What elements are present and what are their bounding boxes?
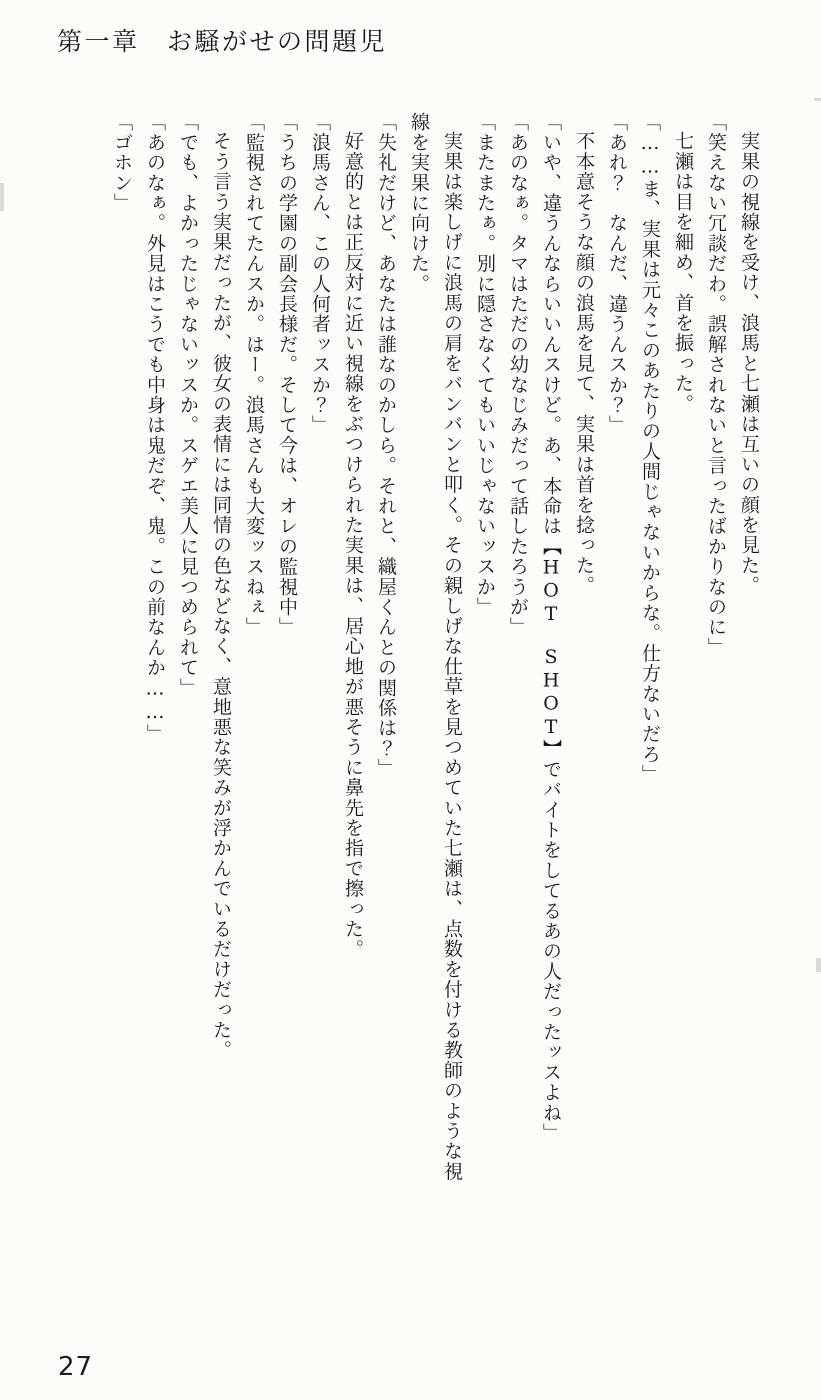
paragraph-dialogue: 「いや、違うんならいいんスけど。あ、本命は【HOT SHOT】でバイトをしてるあの人だったッスよね」 [540,112,562,1143]
paragraph-dialogue: 「ゴホン」 [111,112,133,213]
paragraph-dialogue: 「またまたぁ。別に隠さなくてもいいじゃないッスか」 [474,112,496,617]
paragraph-dialogue: 「うちの学園の副会長様だ。そして今は、オレの監視中」 [276,112,298,638]
page-number: 27 [58,1352,94,1382]
paragraph-dialogue: 「失礼だけど、あなたは誰なのかしら。それと、織屋くんとの関係は？」 [375,112,397,779]
paragraph-dialogue: 「監視されてたんスか。はー。浪馬さんも大変ッスねぇ」 [243,112,265,638]
scan-artifact [816,958,821,972]
paragraph-dialogue: 「あのなぁ。タマはただの幼なじみだって話したろうが」 [507,112,529,638]
paragraph-dialogue: 「笑えない冗談だわ。誤解されないと言ったばかりなのに」 [705,112,727,658]
paragraph-dialogue: 「でも、よかったじゃないッスか。スゲエ美人に見つめられて」 [177,112,199,698]
body-text [65,112,765,1187]
paragraph-dialogue: 「あのなぁ。外見はこうでも中身は鬼だぞ、鬼。この前なんか……」 [144,112,166,745]
paragraph-narration: 好意的とは正反対に近い視線をぶつけられた実果は、居心地が悪そうに鼻先を指で擦った。 [342,131,364,960]
scan-artifact [0,183,4,211]
paragraph-narration: 七瀬は目を細め、首を振った。 [672,131,694,414]
paragraph-narration: 実果は楽しげに浪馬の肩をバンバンと叩く。その親しげな仕草を見つめていた七瀬は、点数を付ける教師のような視線を実果に向けた。 [408,112,463,1182]
paragraph-narration: そう言う実果だったが、彼女の表情には同情の色などなく、意地悪な笑みが浮かんでいるだけだった。 [210,131,232,1061]
paragraph-dialogue: 「あれ？ なんだ、違うんスか？」 [606,112,628,436]
paragraph-dialogue: 「浪馬さん、この人何者ッスか？」 [309,112,331,436]
paragraph-narration: 実果の視線を受け、浪馬と七瀬は互いの顔を見た。 [738,131,760,596]
scan-artifact [814,98,821,101]
chapter-heading: 第一章 お騒がせの問題児 [57,27,388,56]
paragraph-dialogue: 「……ま、実果は元々このあたりの人間じゃないからな。仕方ないだろ」 [639,112,661,785]
paragraph-narration: 不本意そうな顔の浪馬を見て、実果は首を捻った。 [573,131,595,596]
